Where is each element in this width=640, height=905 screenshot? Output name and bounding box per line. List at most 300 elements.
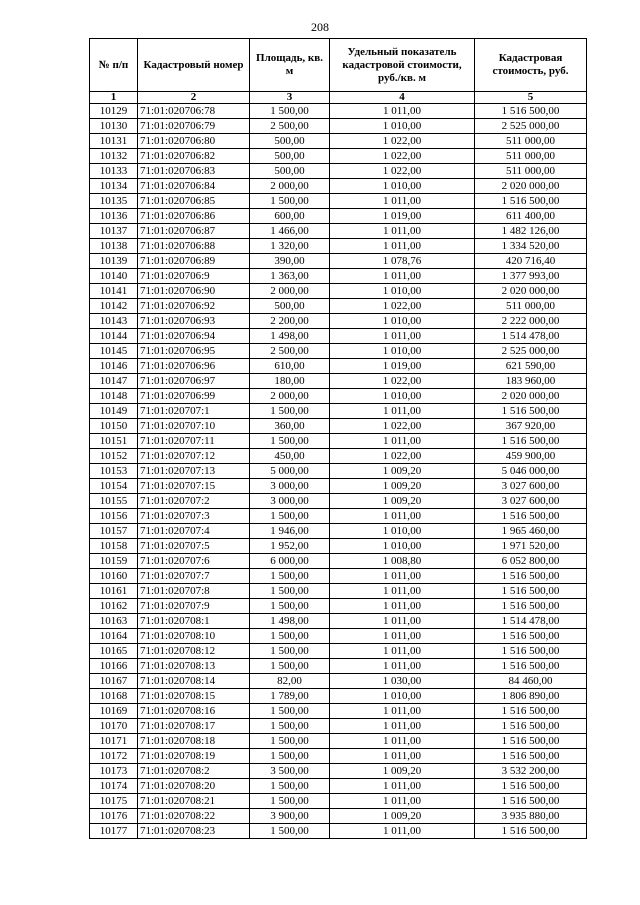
cell-cadastral-cost: 1 516 500,00 xyxy=(475,659,587,674)
cell-area: 2 500,00 xyxy=(250,344,330,359)
column-number: 4 xyxy=(330,92,475,104)
cell-cadastral-number: 71:01:020707:13 xyxy=(138,464,250,479)
table-row xyxy=(90,224,587,239)
cell-area: 1 363,00 xyxy=(250,269,330,284)
table-row xyxy=(90,239,587,254)
header-number: № п/п xyxy=(90,39,138,92)
table-row xyxy=(90,824,587,839)
cell-cadastral-cost: 1 334 520,00 xyxy=(475,239,587,254)
cell-cadastral-cost: 1 516 500,00 xyxy=(475,404,587,419)
cell-number: 10131 xyxy=(90,134,138,149)
cell-cadastral-number: 71:01:020706:79 xyxy=(138,119,250,134)
cell-area: 1 500,00 xyxy=(250,824,330,839)
cell-unit-value: 1 011,00 xyxy=(330,569,475,584)
cell-cadastral-cost: 420 716,40 xyxy=(475,254,587,269)
cell-number: 10171 xyxy=(90,734,138,749)
cell-unit-value: 1 022,00 xyxy=(330,149,475,164)
table-row xyxy=(90,434,587,449)
cell-unit-value: 1 010,00 xyxy=(330,689,475,704)
cell-area: 1 500,00 xyxy=(250,509,330,524)
cell-cadastral-number: 71:01:020708:17 xyxy=(138,719,250,734)
table-row xyxy=(90,329,587,344)
cell-cadastral-number: 71:01:020708:15 xyxy=(138,689,250,704)
cell-unit-value: 1 011,00 xyxy=(330,509,475,524)
cell-number: 10155 xyxy=(90,494,138,509)
cell-unit-value: 1 010,00 xyxy=(330,344,475,359)
cell-area: 1 500,00 xyxy=(250,779,330,794)
cell-cadastral-cost: 2 525 000,00 xyxy=(475,344,587,359)
table-row xyxy=(90,764,587,779)
cell-number: 10130 xyxy=(90,119,138,134)
cell-cadastral-number: 71:01:020707:6 xyxy=(138,554,250,569)
cell-cadastral-number: 71:01:020708:19 xyxy=(138,749,250,764)
cell-area: 500,00 xyxy=(250,299,330,314)
cell-area: 1 500,00 xyxy=(250,794,330,809)
cell-unit-value: 1 010,00 xyxy=(330,314,475,329)
cell-cadastral-cost: 1 516 500,00 xyxy=(475,629,587,644)
cell-cadastral-cost: 2 020 000,00 xyxy=(475,389,587,404)
cell-cadastral-number: 71:01:020707:2 xyxy=(138,494,250,509)
cell-unit-value: 1 011,00 xyxy=(330,194,475,209)
cell-number: 10145 xyxy=(90,344,138,359)
cell-cadastral-cost: 1 516 500,00 xyxy=(475,599,587,614)
cell-unit-value: 1 011,00 xyxy=(330,599,475,614)
cell-cadastral-cost: 2 020 000,00 xyxy=(475,284,587,299)
column-number: 1 xyxy=(90,92,138,104)
cell-cadastral-cost: 1 514 478,00 xyxy=(475,329,587,344)
cell-number: 10138 xyxy=(90,239,138,254)
cell-number: 10168 xyxy=(90,689,138,704)
cell-unit-value: 1 011,00 xyxy=(330,779,475,794)
table-row xyxy=(90,554,587,569)
cell-cadastral-number: 71:01:020706:86 xyxy=(138,209,250,224)
cell-cadastral-cost: 1 971 520,00 xyxy=(475,539,587,554)
cell-area: 1 952,00 xyxy=(250,539,330,554)
cell-cadastral-cost: 511 000,00 xyxy=(475,299,587,314)
table-row xyxy=(90,134,587,149)
cell-unit-value: 1 011,00 xyxy=(330,734,475,749)
cell-unit-value: 1 011,00 xyxy=(330,644,475,659)
cell-area: 450,00 xyxy=(250,449,330,464)
cell-area: 1 466,00 xyxy=(250,224,330,239)
cell-area: 360,00 xyxy=(250,419,330,434)
cell-cadastral-cost: 1 377 993,00 xyxy=(475,269,587,284)
cell-area: 1 500,00 xyxy=(250,644,330,659)
cell-cadastral-number: 71:01:020706:87 xyxy=(138,224,250,239)
cell-number: 10134 xyxy=(90,179,138,194)
cell-cadastral-cost: 1 516 500,00 xyxy=(475,734,587,749)
table-row xyxy=(90,389,587,404)
table-row xyxy=(90,299,587,314)
table-row xyxy=(90,599,587,614)
cell-cadastral-number: 71:01:020707:5 xyxy=(138,539,250,554)
cell-unit-value: 1 078,76 xyxy=(330,254,475,269)
cell-number: 10173 xyxy=(90,764,138,779)
cell-cadastral-cost: 1 516 500,00 xyxy=(475,509,587,524)
cell-unit-value: 1 011,00 xyxy=(330,794,475,809)
cell-cadastral-cost: 84 460,00 xyxy=(475,674,587,689)
cell-number: 10160 xyxy=(90,569,138,584)
cell-number: 10161 xyxy=(90,584,138,599)
cell-cadastral-cost: 1 516 500,00 xyxy=(475,749,587,764)
cell-unit-value: 1 011,00 xyxy=(330,434,475,449)
cell-cadastral-cost: 5 046 000,00 xyxy=(475,464,587,479)
table-row xyxy=(90,524,587,539)
table-row xyxy=(90,539,587,554)
table-row xyxy=(90,794,587,809)
cell-cadastral-cost: 1 516 500,00 xyxy=(475,704,587,719)
cell-number: 10139 xyxy=(90,254,138,269)
cell-cadastral-number: 71:01:020708:20 xyxy=(138,779,250,794)
cell-unit-value: 1 010,00 xyxy=(330,524,475,539)
cell-unit-value: 1 011,00 xyxy=(330,824,475,839)
cell-number: 10152 xyxy=(90,449,138,464)
cell-unit-value: 1 022,00 xyxy=(330,164,475,179)
cell-unit-value: 1 009,20 xyxy=(330,494,475,509)
cell-cadastral-cost: 1 516 500,00 xyxy=(475,569,587,584)
cadastral-table xyxy=(89,38,587,839)
cell-cadastral-number: 71:01:020706:97 xyxy=(138,374,250,389)
cell-cadastral-cost: 2 525 000,00 xyxy=(475,119,587,134)
table-row xyxy=(90,479,587,494)
cell-number: 10153 xyxy=(90,464,138,479)
cell-cadastral-number: 71:01:020706:93 xyxy=(138,314,250,329)
cell-cadastral-cost: 511 000,00 xyxy=(475,149,587,164)
cell-unit-value: 1 011,00 xyxy=(330,719,475,734)
cell-area: 6 000,00 xyxy=(250,554,330,569)
cell-number: 10170 xyxy=(90,719,138,734)
header-cadastral-number: Кадастровый номер xyxy=(138,39,250,92)
cell-unit-value: 1 011,00 xyxy=(330,224,475,239)
cell-cadastral-number: 71:01:020706:9 xyxy=(138,269,250,284)
table-body xyxy=(90,104,587,839)
cell-area: 600,00 xyxy=(250,209,330,224)
table-row xyxy=(90,689,587,704)
cell-number: 10147 xyxy=(90,374,138,389)
cell-number: 10133 xyxy=(90,164,138,179)
table-row xyxy=(90,284,587,299)
cell-unit-value: 1 010,00 xyxy=(330,179,475,194)
cell-number: 10176 xyxy=(90,809,138,824)
cell-unit-value: 1 011,00 xyxy=(330,659,475,674)
cell-unit-value: 1 011,00 xyxy=(330,749,475,764)
table-row xyxy=(90,659,587,674)
cell-unit-value: 1 022,00 xyxy=(330,419,475,434)
cell-cadastral-cost: 1 516 500,00 xyxy=(475,194,587,209)
table-row xyxy=(90,149,587,164)
cell-number: 10163 xyxy=(90,614,138,629)
cell-cadastral-number: 71:01:020708:18 xyxy=(138,734,250,749)
cell-cadastral-number: 71:01:020706:85 xyxy=(138,194,250,209)
cell-area: 3 900,00 xyxy=(250,809,330,824)
table-row xyxy=(90,629,587,644)
cell-cadastral-cost: 3 027 600,00 xyxy=(475,479,587,494)
cell-number: 10165 xyxy=(90,644,138,659)
cell-area: 82,00 xyxy=(250,674,330,689)
cell-cadastral-number: 71:01:020706:83 xyxy=(138,164,250,179)
cell-cadastral-cost: 2 020 000,00 xyxy=(475,179,587,194)
cell-cadastral-cost: 1 516 500,00 xyxy=(475,104,587,119)
cell-cadastral-number: 71:01:020706:89 xyxy=(138,254,250,269)
page-number: 208 xyxy=(311,20,329,34)
table-row xyxy=(90,779,587,794)
cell-cadastral-cost: 1 965 460,00 xyxy=(475,524,587,539)
table-row xyxy=(90,494,587,509)
cell-area: 1 946,00 xyxy=(250,524,330,539)
cell-cadastral-number: 71:01:020707:4 xyxy=(138,524,250,539)
cell-cadastral-cost: 1 482 126,00 xyxy=(475,224,587,239)
table-row xyxy=(90,404,587,419)
cell-cadastral-number: 71:01:020706:78 xyxy=(138,104,250,119)
cell-cadastral-cost: 1 516 500,00 xyxy=(475,794,587,809)
cell-number: 10174 xyxy=(90,779,138,794)
cell-number: 10164 xyxy=(90,629,138,644)
table-row xyxy=(90,809,587,824)
cell-number: 10151 xyxy=(90,434,138,449)
table-row xyxy=(90,674,587,689)
table-row xyxy=(90,719,587,734)
table-row xyxy=(90,374,587,389)
table-row xyxy=(90,569,587,584)
cell-cadastral-cost: 611 400,00 xyxy=(475,209,587,224)
cell-cadastral-cost: 1 516 500,00 xyxy=(475,779,587,794)
cell-cadastral-cost: 367 920,00 xyxy=(475,419,587,434)
cell-cadastral-cost: 183 960,00 xyxy=(475,374,587,389)
cell-number: 10136 xyxy=(90,209,138,224)
cell-cadastral-number: 71:01:020707:9 xyxy=(138,599,250,614)
cell-area: 1 500,00 xyxy=(250,584,330,599)
cell-area: 2 500,00 xyxy=(250,119,330,134)
cell-area: 3 000,00 xyxy=(250,479,330,494)
cell-unit-value: 1 008,80 xyxy=(330,554,475,569)
cell-area: 3 500,00 xyxy=(250,764,330,779)
cell-area: 500,00 xyxy=(250,149,330,164)
cell-number: 10156 xyxy=(90,509,138,524)
cell-cadastral-number: 71:01:020708:13 xyxy=(138,659,250,674)
cell-area: 180,00 xyxy=(250,374,330,389)
cell-unit-value: 1 010,00 xyxy=(330,539,475,554)
cell-unit-value: 1 010,00 xyxy=(330,119,475,134)
cell-area: 1 500,00 xyxy=(250,599,330,614)
cell-area: 1 500,00 xyxy=(250,404,330,419)
table-row xyxy=(90,269,587,284)
table-row xyxy=(90,614,587,629)
cell-area: 1 320,00 xyxy=(250,239,330,254)
cell-number: 10157 xyxy=(90,524,138,539)
cell-cadastral-cost: 1 516 500,00 xyxy=(475,719,587,734)
cell-unit-value: 1 011,00 xyxy=(330,104,475,119)
cell-number: 10149 xyxy=(90,404,138,419)
cell-unit-value: 1 009,20 xyxy=(330,464,475,479)
cell-cadastral-number: 71:01:020706:80 xyxy=(138,134,250,149)
table-row xyxy=(90,359,587,374)
table-row xyxy=(90,509,587,524)
column-number-row xyxy=(90,92,587,104)
cell-cadastral-number: 71:01:020708:23 xyxy=(138,824,250,839)
table-row xyxy=(90,419,587,434)
cell-number: 10129 xyxy=(90,104,138,119)
table-row xyxy=(90,104,587,119)
cell-unit-value: 1 011,00 xyxy=(330,584,475,599)
cell-unit-value: 1 011,00 xyxy=(330,329,475,344)
cell-cadastral-cost: 6 052 800,00 xyxy=(475,554,587,569)
cell-area: 2 200,00 xyxy=(250,314,330,329)
cell-cadastral-number: 71:01:020706:92 xyxy=(138,299,250,314)
cell-cadastral-number: 71:01:020707:8 xyxy=(138,584,250,599)
cell-unit-value: 1 009,20 xyxy=(330,809,475,824)
cell-area: 1 500,00 xyxy=(250,104,330,119)
cell-number: 10154 xyxy=(90,479,138,494)
table-row xyxy=(90,464,587,479)
cell-area: 1 498,00 xyxy=(250,614,330,629)
table-row xyxy=(90,449,587,464)
cell-cadastral-cost: 2 222 000,00 xyxy=(475,314,587,329)
cell-cadastral-number: 71:01:020707:7 xyxy=(138,569,250,584)
cell-cadastral-number: 71:01:020707:11 xyxy=(138,434,250,449)
cell-area: 3 000,00 xyxy=(250,494,330,509)
table-row xyxy=(90,749,587,764)
cell-cadastral-number: 71:01:020706:82 xyxy=(138,149,250,164)
table-row xyxy=(90,254,587,269)
table-row xyxy=(90,314,587,329)
cell-cadastral-cost: 621 590,00 xyxy=(475,359,587,374)
header-area: Площадь, кв. м xyxy=(250,39,330,92)
cell-cadastral-cost: 3 027 600,00 xyxy=(475,494,587,509)
cell-cadastral-cost: 459 900,00 xyxy=(475,449,587,464)
cell-cadastral-number: 71:01:020706:96 xyxy=(138,359,250,374)
cell-number: 10135 xyxy=(90,194,138,209)
cell-cadastral-number: 71:01:020708:21 xyxy=(138,794,250,809)
cell-number: 10158 xyxy=(90,539,138,554)
cell-cadastral-number: 71:01:020708:2 xyxy=(138,764,250,779)
cell-number: 10132 xyxy=(90,149,138,164)
cell-number: 10167 xyxy=(90,674,138,689)
header-cadastral-cost: Кадастровая стоимость, руб. xyxy=(475,39,587,92)
cell-cadastral-number: 71:01:020708:1 xyxy=(138,614,250,629)
cell-number: 10148 xyxy=(90,389,138,404)
cell-cadastral-number: 71:01:020708:16 xyxy=(138,704,250,719)
table-row xyxy=(90,209,587,224)
cell-unit-value: 1 011,00 xyxy=(330,404,475,419)
header-row xyxy=(90,39,587,92)
column-number: 3 xyxy=(250,92,330,104)
cell-number: 10140 xyxy=(90,269,138,284)
cell-number: 10137 xyxy=(90,224,138,239)
column-number: 2 xyxy=(138,92,250,104)
table-row xyxy=(90,194,587,209)
cell-number: 10162 xyxy=(90,599,138,614)
cell-unit-value: 1 019,00 xyxy=(330,359,475,374)
cell-cadastral-number: 71:01:020706:95 xyxy=(138,344,250,359)
cell-unit-value: 1 011,00 xyxy=(330,239,475,254)
cell-unit-value: 1 011,00 xyxy=(330,629,475,644)
cell-cadastral-number: 71:01:020708:14 xyxy=(138,674,250,689)
cell-number: 10146 xyxy=(90,359,138,374)
cell-unit-value: 1 030,00 xyxy=(330,674,475,689)
cell-cadastral-number: 71:01:020706:94 xyxy=(138,329,250,344)
cell-area: 1 500,00 xyxy=(250,434,330,449)
cell-number: 10159 xyxy=(90,554,138,569)
column-number: 5 xyxy=(475,92,587,104)
cell-area: 500,00 xyxy=(250,164,330,179)
cell-cadastral-number: 71:01:020707:12 xyxy=(138,449,250,464)
table-row xyxy=(90,584,587,599)
cell-number: 10175 xyxy=(90,794,138,809)
cell-area: 610,00 xyxy=(250,359,330,374)
cell-unit-value: 1 009,20 xyxy=(330,764,475,779)
cell-area: 2 000,00 xyxy=(250,284,330,299)
table-row xyxy=(90,704,587,719)
cell-cadastral-number: 71:01:020706:88 xyxy=(138,239,250,254)
cell-cadastral-cost: 3 935 880,00 xyxy=(475,809,587,824)
cell-area: 1 498,00 xyxy=(250,329,330,344)
cell-unit-value: 1 011,00 xyxy=(330,269,475,284)
cell-number: 10144 xyxy=(90,329,138,344)
cell-cadastral-number: 71:01:020707:10 xyxy=(138,419,250,434)
cell-cadastral-cost: 1 516 500,00 xyxy=(475,584,587,599)
cell-cadastral-number: 71:01:020708:10 xyxy=(138,629,250,644)
cell-cadastral-number: 71:01:020708:22 xyxy=(138,809,250,824)
cell-area: 2 000,00 xyxy=(250,389,330,404)
cell-cadastral-number: 71:01:020707:15 xyxy=(138,479,250,494)
cell-unit-value: 1 011,00 xyxy=(330,704,475,719)
cell-cadastral-cost: 1 516 500,00 xyxy=(475,434,587,449)
table-row xyxy=(90,179,587,194)
cell-unit-value: 1 022,00 xyxy=(330,374,475,389)
cell-area: 500,00 xyxy=(250,134,330,149)
cell-area: 1 500,00 xyxy=(250,569,330,584)
cell-cadastral-number: 71:01:020707:1 xyxy=(138,404,250,419)
cell-cadastral-number: 71:01:020706:99 xyxy=(138,389,250,404)
cell-cadastral-cost: 1 516 500,00 xyxy=(475,644,587,659)
table-row xyxy=(90,644,587,659)
cell-area: 1 789,00 xyxy=(250,689,330,704)
cell-cadastral-number: 71:01:020706:84 xyxy=(138,179,250,194)
cell-cadastral-cost: 511 000,00 xyxy=(475,134,587,149)
cell-unit-value: 1 010,00 xyxy=(330,389,475,404)
cell-area: 1 500,00 xyxy=(250,719,330,734)
cell-number: 10166 xyxy=(90,659,138,674)
cell-cadastral-number: 71:01:020707:3 xyxy=(138,509,250,524)
table-row xyxy=(90,344,587,359)
cell-number: 10141 xyxy=(90,284,138,299)
cell-number: 10177 xyxy=(90,824,138,839)
cell-number: 10143 xyxy=(90,314,138,329)
cell-area: 1 500,00 xyxy=(250,704,330,719)
cell-unit-value: 1 009,20 xyxy=(330,479,475,494)
cell-unit-value: 1 022,00 xyxy=(330,299,475,314)
cell-area: 1 500,00 xyxy=(250,194,330,209)
cell-cadastral-cost: 1 514 478,00 xyxy=(475,614,587,629)
cell-cadastral-number: 71:01:020708:12 xyxy=(138,644,250,659)
cell-cadastral-cost: 1 806 890,00 xyxy=(475,689,587,704)
cell-unit-value: 1 010,00 xyxy=(330,284,475,299)
cell-area: 1 500,00 xyxy=(250,734,330,749)
table-row xyxy=(90,119,587,134)
cell-unit-value: 1 022,00 xyxy=(330,134,475,149)
cell-number: 10142 xyxy=(90,299,138,314)
cell-cadastral-cost: 3 532 200,00 xyxy=(475,764,587,779)
cell-area: 1 500,00 xyxy=(250,629,330,644)
cell-area: 2 000,00 xyxy=(250,179,330,194)
cell-number: 10150 xyxy=(90,419,138,434)
cell-area: 390,00 xyxy=(250,254,330,269)
cell-number: 10169 xyxy=(90,704,138,719)
cell-number: 10172 xyxy=(90,749,138,764)
cell-cadastral-cost: 1 516 500,00 xyxy=(475,824,587,839)
cell-area: 1 500,00 xyxy=(250,749,330,764)
header-unit-value: Удельный показатель кадастровой стоимости, руб./кв. м xyxy=(330,39,475,92)
